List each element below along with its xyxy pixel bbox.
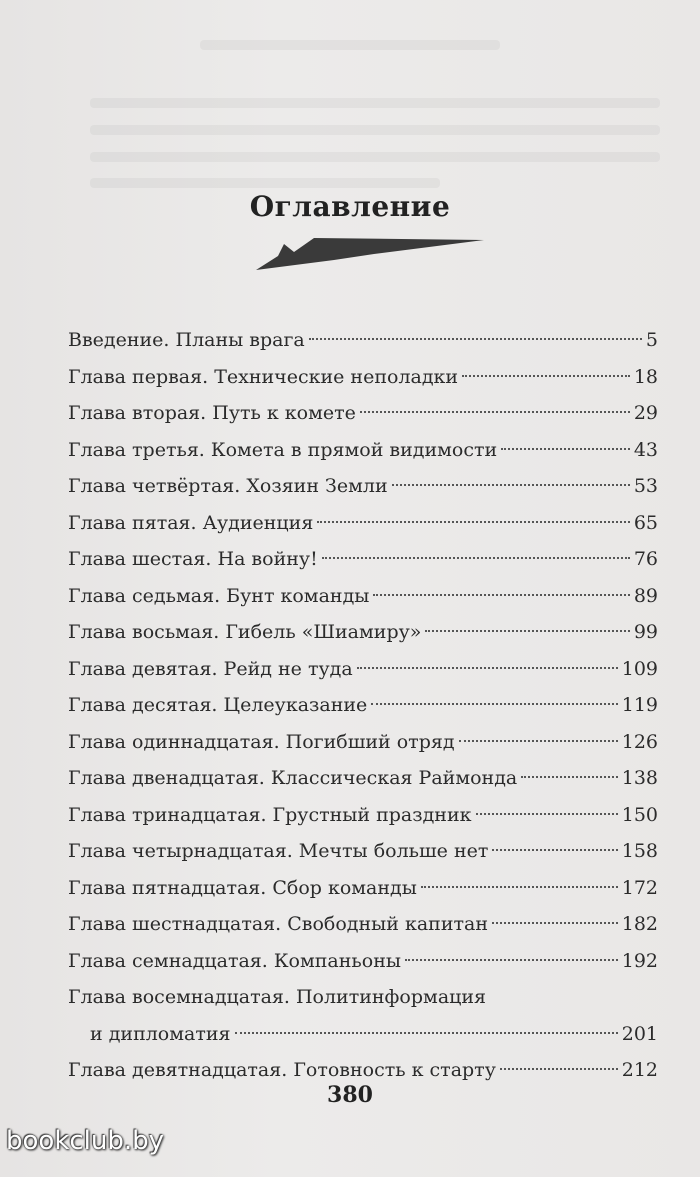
toc-entry-title: Глава первая. Технические неполадки bbox=[68, 365, 459, 388]
toc-entry-page: 212 bbox=[621, 1059, 658, 1081]
toc-entry-page: 109 bbox=[621, 657, 658, 680]
toc-entry-title: Глава седьмая. Бунт команды bbox=[68, 584, 370, 607]
watermark-logo: bookclub.by bbox=[6, 1126, 165, 1156]
dot-leader bbox=[500, 1068, 618, 1070]
dot-leader bbox=[357, 667, 618, 669]
dot-leader bbox=[501, 448, 630, 450]
toc-entry-title: Глава семнадцатая. Компаньоны bbox=[68, 949, 401, 972]
toc-entry-page: 65 bbox=[633, 511, 658, 534]
toc-entry-page: 126 bbox=[621, 730, 658, 753]
toc-entry-title: Глава четвёртая. Хозяин Земли bbox=[68, 475, 388, 497]
toc-entry-title: Глава двенадцатая. Классическая Раймонда bbox=[68, 767, 518, 789]
dot-leader bbox=[476, 813, 618, 815]
toc-entry-title: и дипломатия bbox=[90, 1022, 231, 1045]
toc-entry bbox=[68, 687, 658, 724]
toc-entry-title: Глава одиннадцатая. Погибший отряд bbox=[68, 730, 455, 753]
toc-entry-page: 192 bbox=[621, 949, 658, 972]
toc-entry-page: 5 bbox=[645, 329, 658, 351]
toc-entry bbox=[68, 505, 658, 542]
bleed-through-line bbox=[200, 40, 500, 50]
toc-entry bbox=[68, 1016, 658, 1053]
bleed-through-line bbox=[90, 152, 660, 162]
toc-entry-page: 99 bbox=[633, 621, 658, 643]
toc-entry bbox=[68, 578, 658, 615]
toc-entry-page: 182 bbox=[621, 913, 658, 935]
dot-leader bbox=[462, 375, 630, 377]
dot-leader bbox=[373, 594, 629, 596]
dot-leader bbox=[459, 740, 618, 742]
toc-entry bbox=[68, 870, 658, 907]
bleed-through-line bbox=[90, 125, 660, 135]
toc-entry-page: 29 bbox=[633, 402, 658, 424]
toc-entry bbox=[68, 614, 658, 651]
toc-entry-title: Глава четырнадцатая. Мечты больше нет bbox=[68, 840, 489, 862]
dot-leader bbox=[322, 557, 630, 559]
toc-entry bbox=[68, 760, 658, 797]
toc-entry-page: 76 bbox=[633, 548, 658, 570]
page-title: Оглавление bbox=[249, 190, 451, 223]
toc-entry bbox=[68, 432, 658, 469]
page-number: 380 bbox=[327, 1082, 373, 1108]
dot-leader bbox=[492, 922, 618, 924]
toc-entry-multiline bbox=[68, 979, 658, 1052]
toc-entry-title: Глава третья. Комета в прямой видимости bbox=[68, 438, 498, 461]
toc-entry-page: 53 bbox=[633, 475, 658, 497]
toc-entry-page: 150 bbox=[621, 803, 658, 826]
toc-entry-page: 43 bbox=[633, 438, 658, 461]
toc-entry-page: 158 bbox=[621, 840, 658, 862]
bleed-through-line bbox=[90, 178, 440, 188]
toc-entry-title: Глава пятнадцатая. Сбор команды bbox=[68, 876, 417, 899]
toc-entry-title: Глава шестая. На войну! bbox=[68, 548, 318, 570]
toc-entry-page: 119 bbox=[621, 694, 658, 716]
toc-entry-title: Глава десятая. Целеуказание bbox=[68, 694, 368, 716]
dot-leader bbox=[360, 411, 630, 413]
dot-leader bbox=[235, 1032, 618, 1034]
dot-leader bbox=[492, 849, 617, 851]
toc-entry-page: 138 bbox=[621, 767, 658, 789]
toc-entry bbox=[68, 359, 658, 396]
toc-entry bbox=[68, 395, 658, 432]
dot-leader bbox=[371, 703, 617, 705]
toc-entry-title: Глава шестнадцатая. Свободный капитан bbox=[68, 913, 489, 935]
toc-entry bbox=[68, 906, 658, 943]
toc-entry-title: Глава вторая. Путь к комете bbox=[68, 402, 356, 424]
dot-leader bbox=[421, 886, 618, 888]
toc-entry bbox=[68, 468, 658, 505]
dot-leader bbox=[392, 484, 630, 486]
decorative-divider-icon bbox=[254, 234, 484, 274]
dot-leader bbox=[425, 630, 629, 632]
toc-entry-title: Глава девятнадцатая. Готовность к старту bbox=[68, 1059, 496, 1081]
dot-leader bbox=[309, 338, 642, 340]
toc-entry-title: Глава пятая. Аудиенция bbox=[68, 511, 314, 534]
toc-entry-title: Глава тринадцатая. Грустный праздник bbox=[68, 803, 472, 826]
dot-leader bbox=[405, 959, 618, 961]
toc-entry bbox=[68, 651, 658, 688]
toc-entry-title: Глава восемнадцатая. Политинформация bbox=[68, 986, 487, 1008]
toc-entry-page: 89 bbox=[633, 584, 658, 607]
table-of-contents bbox=[68, 322, 658, 1089]
dot-leader bbox=[317, 521, 630, 523]
dot-leader bbox=[521, 776, 618, 778]
toc-entry-title: Глава восьмая. Гибель «Шиамиру» bbox=[68, 621, 422, 643]
toc-entry-page: 172 bbox=[621, 876, 658, 899]
bleed-through-line bbox=[90, 98, 660, 108]
toc-entry-title: Введение. Планы врага bbox=[68, 329, 305, 351]
toc-entry bbox=[68, 833, 658, 870]
toc-entry-title: Глава девятая. Рейд не туда bbox=[68, 657, 353, 680]
toc-entry bbox=[68, 943, 658, 980]
toc-entry-page: 18 bbox=[633, 365, 658, 388]
toc-entry bbox=[68, 322, 658, 359]
toc-entry-page: 201 bbox=[621, 1022, 658, 1045]
toc-entry bbox=[68, 797, 658, 834]
toc-entry bbox=[68, 724, 658, 761]
toc-entry bbox=[68, 541, 658, 578]
